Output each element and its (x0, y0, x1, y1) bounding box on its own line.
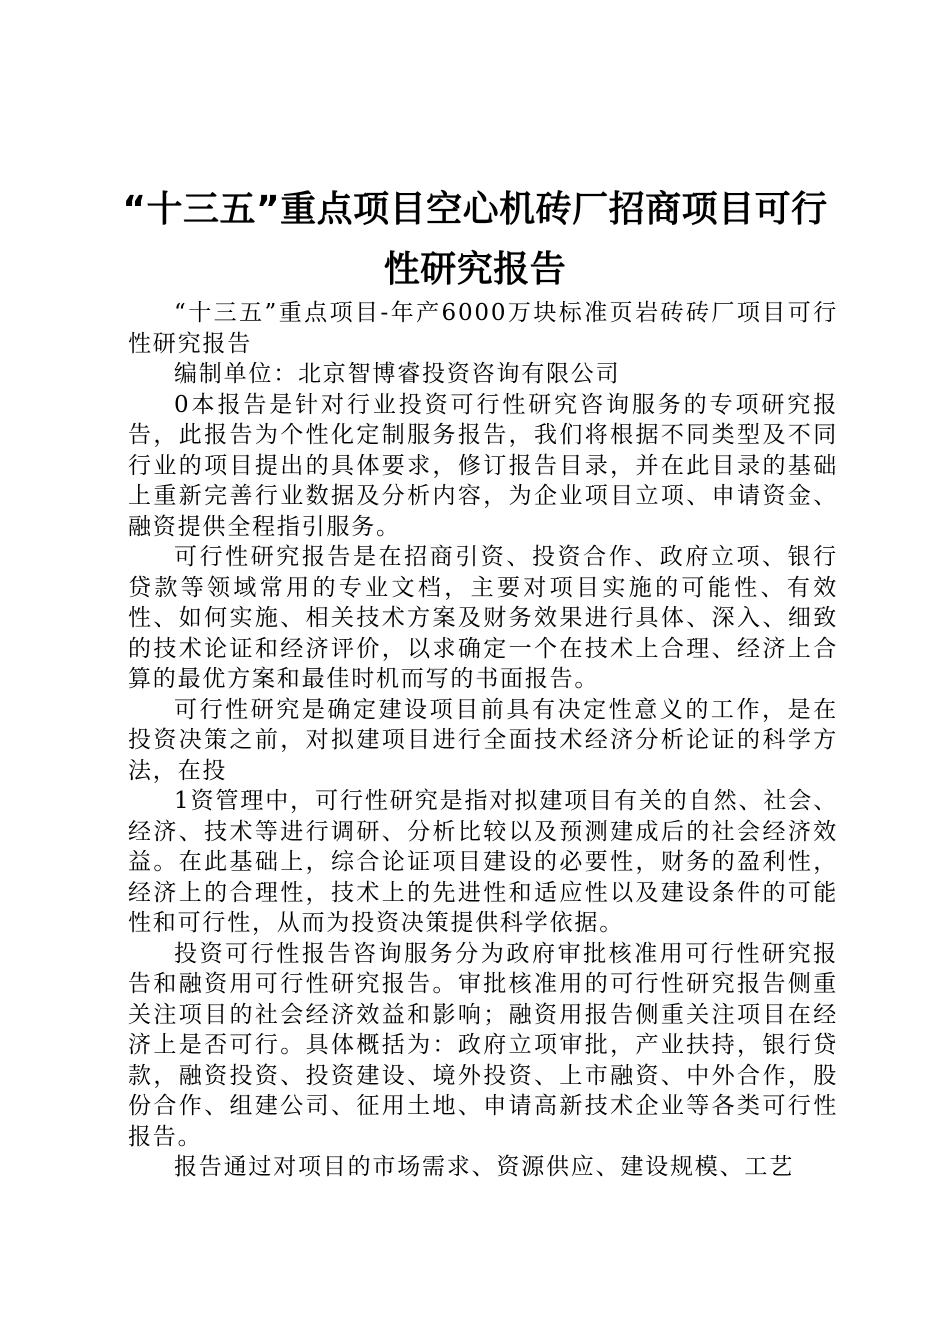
paragraph-significance: 可行性研究是确定建设项目前具有决定性意义的工作，是在投资决策之前，对拟建项目进行全面技术经济分析论证的科学方法，在投 (128, 696, 838, 784)
paragraph-service-types: 投资可行性报告咨询服务分为政府审批核准用可行性研究报告和融资用可行性研究报告。审批核准用的可行性研究报告侧重关注项目的社会经济效益和影响；融资用报告侧重关注项目在经济上是否可行。具体概括为：政府立项审批，产业扶持，银行贷款，融资投资、投资建设、境外投资、上市融资、中外合作，股份合作、组建公司、征用土地、申请高新技术企业等各类可行性报告。 (128, 940, 838, 1150)
paragraph-investment-management: 1资管理中，可行性研究是指对拟建项目有关的自然、社会、经济、技术等进行调研、分析比较以及预测建成后的社会经济效益。在此基础上，综合论证项目建设的必要性，财务的盈利性，经济上的合理性，技术上的先进性和适应性以及建设条件的可能性和可行性，从而为投资决策提供科学依据。 (128, 788, 838, 936)
document-title-line-1: “十三五”重点项目空心机砖厂招商项目可行 (122, 189, 828, 230)
document-body (128, 298, 838, 1183)
paragraph-intro: 0本报告是针对行业投资可行性研究咨询服务的专项研究报告，此报告为个性化定制服务报告，我们将根据不同类型及不同行业的项目提出的具体要求，修订报告目录，并在此目录的基础上重新完善行业数据及分析内容，为企业项目立项、申请资金、融资提供全程指引服务。 (128, 391, 838, 540)
document-title-line-2: 性研究报告 (383, 249, 567, 290)
paragraph-project-name: “十三五”重点项目-年产6000万块标准页岩砖砖厂项目可行性研究报告 (128, 300, 838, 357)
paragraph-definition: 可行性研究报告是在招商引资、投资合作、政府立项、银行贷款等领域常用的专业文档，主要对项目实施的可能性、有效性、如何实施、相关技术方案及财务效果进行具体、深入、细致的技术论证和经济评价，以求确定一个在技术上合理、经济上合算的最优方案和最佳时机而写的书面报告。 (128, 544, 838, 692)
paragraph-compiler: 编制单位：北京智博睿投资咨询有限公司 (174, 361, 621, 387)
paragraph-report-scope: 报告通过对项目的市场需求、资源供应、建设规模、工艺 (174, 1154, 794, 1180)
